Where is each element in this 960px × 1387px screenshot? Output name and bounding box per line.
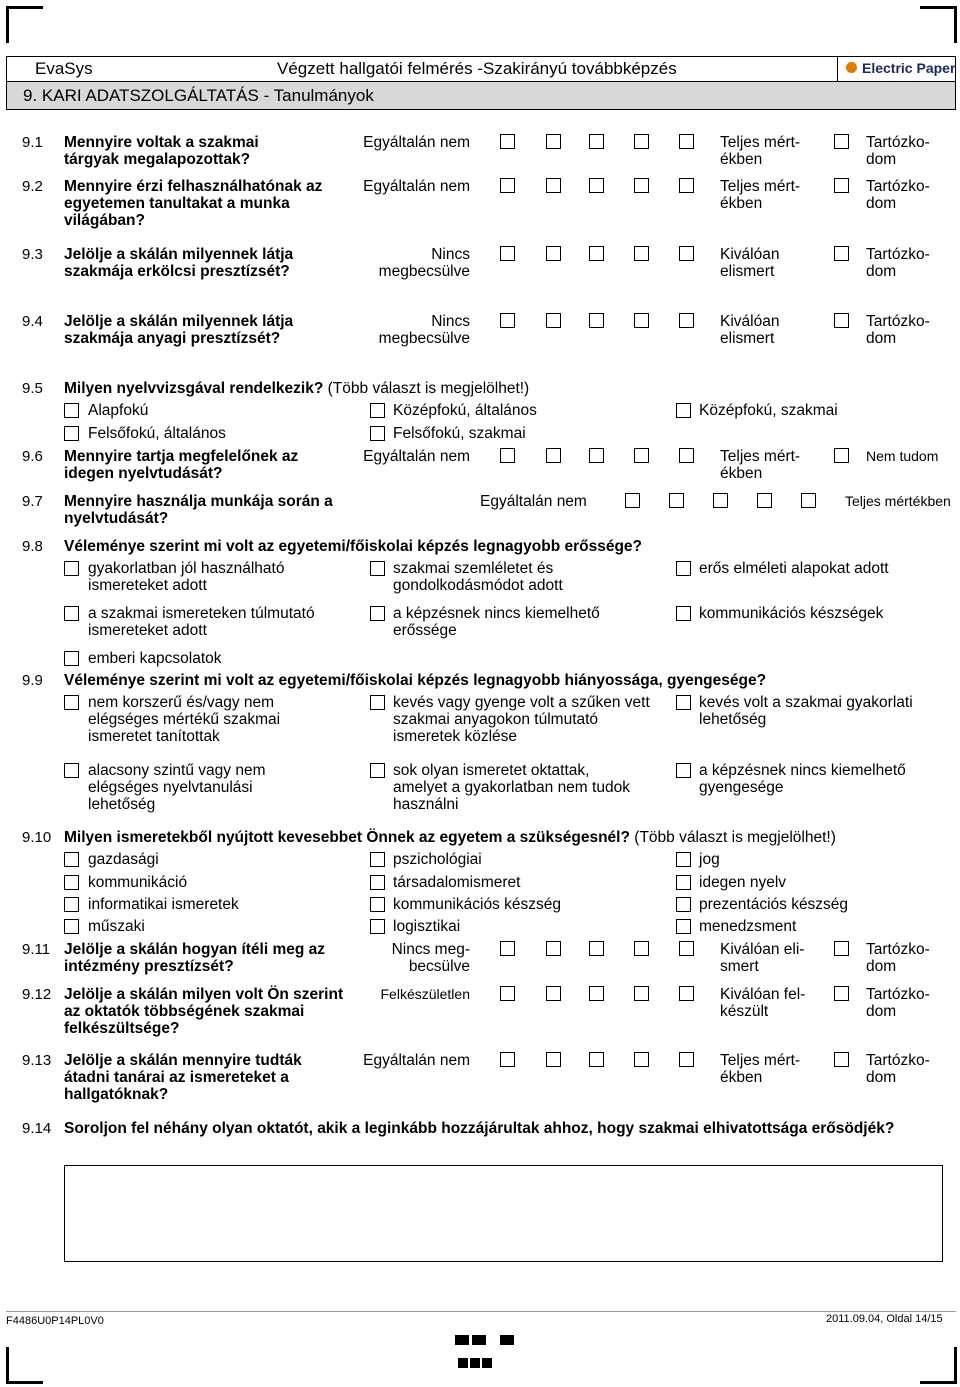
question-text: Véleménye szerint mi volt az egyetemi/főiskolai képzés legnagyobb erőssége? (64, 538, 643, 555)
scale-right-label: Teljes mért-ékben (720, 134, 801, 168)
scan-mark (472, 1335, 486, 1345)
na-label: Nem tudom (866, 448, 939, 464)
scale-box-1[interactable] (500, 448, 515, 463)
scale-box-3[interactable] (589, 986, 604, 1001)
header-left: EvaSys (35, 59, 93, 78)
question-number: 9.2 (22, 178, 43, 195)
scale-box-3[interactable] (589, 1052, 604, 1067)
scale-right-label: Teljes mért-ékben (720, 1052, 801, 1086)
option-checkbox[interactable] (370, 763, 385, 778)
question-number: 9.13 (22, 1052, 52, 1069)
scale-box-5[interactable] (679, 178, 694, 193)
scale-box-4[interactable] (634, 448, 649, 463)
option-label: idegen nyelv (699, 874, 787, 891)
question-text: Mennyire tartja megfelelőnek az idegen nyelvtudását? (64, 448, 299, 482)
option-label: informatikai ismeretek (88, 896, 239, 913)
na-label: Tartózko-dom (866, 134, 930, 168)
option-checkbox[interactable] (64, 897, 79, 912)
scale-box-3[interactable] (589, 178, 604, 193)
option-label: Középfokú, általános (393, 402, 537, 419)
option-checkbox[interactable] (370, 426, 385, 441)
na-label: Tartózko-dom (866, 986, 930, 1020)
scale-box-2[interactable] (546, 986, 561, 1001)
option-checkbox[interactable] (64, 852, 79, 867)
option-checkbox[interactable] (370, 875, 385, 890)
option-checkbox[interactable] (64, 426, 79, 441)
scale-box-1[interactable] (625, 493, 640, 508)
scale-box-3[interactable] (589, 134, 604, 149)
option-label: nem korszerű és/vagy nem elégséges mértékű szakmai ismeretet tanítottak (88, 694, 281, 745)
scale-box-3[interactable] (589, 246, 604, 261)
scale-right-label: Teljes mért-ékben (720, 448, 801, 482)
scale-box-5[interactable] (679, 941, 694, 956)
option-checkbox[interactable] (676, 919, 691, 934)
form-header (6, 56, 956, 82)
scale-left-label: Egyáltalán nem (480, 493, 587, 510)
scale-box-5[interactable] (679, 448, 694, 463)
option-label: gazdasági (88, 851, 159, 868)
scale-left-label: Egyáltalán nem (363, 448, 470, 465)
na-label: Tartózko-dom (866, 941, 930, 975)
scale-left-label: Felkészületlen (380, 986, 470, 1002)
scale-box-5[interactable] (679, 986, 694, 1001)
scan-mark (458, 1358, 468, 1368)
na-label: Tartózko-dom (866, 246, 930, 280)
scale-box-4[interactable] (634, 941, 649, 956)
na-label: Tartózko-dom (866, 1052, 930, 1086)
option-label: kommunikációs készségek (699, 605, 884, 622)
option-checkbox[interactable] (676, 763, 691, 778)
scale-left-label: Egyáltalán nem (363, 178, 470, 195)
scale-right-label: Kiválóan elismert (720, 313, 780, 347)
question-number: 9.8 (22, 538, 43, 555)
option-label: műszaki (88, 918, 145, 935)
option-checkbox[interactable] (64, 695, 79, 710)
na-box[interactable] (834, 313, 849, 328)
option-label: szakmai szemléletet és gondolkodásmódot adott (393, 560, 563, 594)
scan-mark (500, 1335, 514, 1345)
option-checkbox[interactable] (64, 875, 79, 890)
option-checkbox[interactable] (370, 606, 385, 621)
scale-box-2[interactable] (546, 313, 561, 328)
option-label: sok olyan ismeretet oktattak, amelyet a gyakorlatban nem tudok használni (393, 762, 630, 813)
question-main-text: Milyen ismeretekből nyújtott kevesebbet Önnek az egyetem a szükségesnél? (64, 829, 630, 846)
question-number: 9.6 (22, 448, 43, 465)
scale-box-5[interactable] (679, 313, 694, 328)
option-label: kevés volt a szakmai gyakorlati lehetőség (699, 694, 913, 728)
question-number: 9.9 (22, 672, 43, 689)
scale-box-2[interactable] (669, 493, 684, 508)
question-text: Mennyire használja munkája során a nyelvtudását? (64, 493, 333, 527)
option-label: Felsőfokú, szakmai (393, 425, 526, 442)
option-label: társadalomismeret (393, 874, 521, 891)
question-note: (Több választ is megjelölhet!) (634, 829, 836, 846)
na-box[interactable] (834, 134, 849, 149)
scale-box-2[interactable] (546, 134, 561, 149)
question-number: 9.4 (22, 313, 43, 330)
electric-paper-logo (837, 57, 956, 81)
option-checkbox[interactable] (676, 852, 691, 867)
question-text: Jelölje a skálán milyennek látja szakmája anyagi presztízsét? (64, 313, 294, 347)
option-checkbox[interactable] (370, 403, 385, 418)
option-label: gyakorlatban jól használható ismereteket adott (88, 560, 285, 594)
scan-mark (470, 1358, 480, 1368)
scale-box-5[interactable] (679, 134, 694, 149)
question-number: 9.12 (22, 986, 52, 1003)
question-text: Mennyire voltak a szakmai tárgyak megalapozottak? (64, 134, 259, 168)
scale-box-4[interactable] (757, 493, 772, 508)
option-label: erős elméleti alapokat adott (699, 560, 889, 577)
option-label: menedzsment (699, 918, 797, 935)
option-checkbox[interactable] (676, 897, 691, 912)
na-box[interactable] (834, 986, 849, 1001)
corner-mark-bottom-right (920, 1347, 957, 1384)
question-number: 9.3 (22, 246, 43, 263)
scan-mark (455, 1335, 469, 1345)
option-label: a képzésnek nincs kiemelhető gyengesége (699, 762, 906, 796)
scale-box-1[interactable] (500, 313, 515, 328)
scale-box-4[interactable] (634, 178, 649, 193)
scale-box-3[interactable] (589, 448, 604, 463)
scale-box-2[interactable] (546, 448, 561, 463)
option-label: kommunikációs készség (393, 896, 561, 913)
question-text: Mennyire érzi felhasználhatónak az egyetemen tanultakat a munka világában? (64, 178, 323, 229)
scale-box-4[interactable] (634, 313, 649, 328)
scale-box-2[interactable] (546, 1052, 561, 1067)
na-box[interactable] (834, 178, 849, 193)
footer-rule (6, 1311, 956, 1312)
section-title: 9. KARI ADATSZOLGÁLTATÁS - Tanulmányok (23, 86, 374, 105)
scale-box-5[interactable] (679, 1052, 694, 1067)
question-number: 9.10 (22, 829, 52, 846)
scale-box-3[interactable] (713, 493, 728, 508)
option-label: Alapfokú (88, 402, 149, 419)
scale-box-1[interactable] (500, 178, 515, 193)
question-text (64, 829, 954, 846)
option-checkbox[interactable] (64, 919, 79, 934)
scale-box-4[interactable] (634, 986, 649, 1001)
scale-left-label: Nincs megbecsülve (378, 246, 470, 280)
na-box[interactable] (834, 246, 849, 261)
question-number: 9.7 (22, 493, 43, 510)
scale-box-1[interactable] (500, 1052, 515, 1067)
scale-left-label: Egyáltalán nem (363, 1052, 470, 1069)
scale-right-label: Kiválóan eli-smert (720, 941, 805, 975)
question-text: Jelölje a skálán mennyire tudták átadni tanárai az ismereteket a hallgatóknak? (64, 1052, 302, 1103)
option-label: Felsőfokú, általános (88, 425, 226, 442)
question-number: 9.11 (22, 941, 51, 958)
option-label: a képzésnek nincs kiemelhető erőssége (393, 605, 600, 639)
scale-left-label: Egyáltalán nem (363, 134, 470, 151)
option-checkbox[interactable] (370, 852, 385, 867)
option-label: kommunikáció (88, 874, 188, 891)
scale-box-3[interactable] (589, 941, 604, 956)
na-label: Tartózko-dom (866, 178, 930, 212)
option-label: pszichológiai (393, 851, 482, 868)
question-text: Soroljon fel néhány olyan oktatót, akik a leginkább hozzájárultak ahhoz, hogy szakmai elhivatottsága erősödjék? (64, 1120, 895, 1137)
option-checkbox[interactable] (676, 606, 691, 621)
scale-box-1[interactable] (500, 246, 515, 261)
na-box[interactable] (834, 1052, 849, 1067)
header-title: Végzett hallgatói felmérés -Szakirányú továbbképzés (277, 59, 677, 78)
scale-box-2[interactable] (546, 178, 561, 193)
logo-text: Electric Paper (862, 60, 956, 76)
option-checkbox[interactable] (370, 695, 385, 710)
corner-mark-top-right (920, 6, 957, 43)
option-checkbox[interactable] (64, 651, 79, 666)
option-checkbox[interactable] (370, 561, 385, 576)
scale-box-4[interactable] (634, 134, 649, 149)
scale-left-label: Nincs meg-becsülve (391, 941, 470, 975)
scale-box-2[interactable] (546, 941, 561, 956)
option-label: kevés vagy gyenge volt a szűken vett szakmai anyagokon túlmutató ismeretek közlése (393, 694, 650, 745)
scale-right-label: Kiválóan elismert (720, 246, 780, 280)
date-page: 2011.09.04, Oldal 14/15 (826, 1313, 943, 1325)
question-number: 9.14 (22, 1120, 52, 1137)
logo-mark-icon (846, 62, 857, 73)
question-text: Véleménye szerint mi volt az egyetemi/főiskolai képzés legnagyobb hiányossága, gyengesége? (64, 672, 767, 689)
question-number: 9.5 (22, 380, 43, 397)
form-code: F4486U0P14PL0V0 (6, 1315, 104, 1327)
question-note: (Több választ is megjelölhet!) (327, 380, 530, 397)
option-checkbox[interactable] (676, 561, 691, 576)
question-number: 9.1 (22, 134, 43, 151)
question-main-text: Milyen nyelvvizsgával rendelkezik? (64, 380, 324, 397)
na-label: Tartózko-dom (866, 313, 930, 347)
scale-right-label: Teljes mért-ékben (720, 178, 801, 212)
scale-box-5[interactable] (679, 246, 694, 261)
scale-box-1[interactable] (500, 941, 515, 956)
question-text: Jelölje a skálán hogyan ítéli meg az intézmény presztízsét? (64, 941, 326, 975)
na-box[interactable] (834, 941, 849, 956)
option-label: prezentációs készség (699, 896, 849, 913)
scale-box-4[interactable] (634, 246, 649, 261)
option-checkbox[interactable] (64, 606, 79, 621)
scale-box-4[interactable] (634, 1052, 649, 1067)
section-title-bar (6, 82, 956, 110)
corner-mark-top-left (6, 6, 43, 43)
option-checkbox[interactable] (676, 695, 691, 710)
option-checkbox[interactable] (676, 875, 691, 890)
question-text: Jelölje a skálán milyennek látja szakmája erkölcsi presztízsét? (64, 246, 294, 280)
question-text (64, 380, 944, 397)
corner-mark-bottom-left (6, 1347, 43, 1384)
scale-box-3[interactable] (589, 313, 604, 328)
scale-right-label: Kiválóan fel-készült (720, 986, 806, 1020)
scale-box-1[interactable] (500, 986, 515, 1001)
option-label: Középfokú, szakmai (699, 402, 838, 419)
na-box[interactable] (834, 448, 849, 463)
option-label: alacsony szintű vagy nem elégséges nyelvtanulási lehetőség (88, 762, 266, 813)
question-text: Jelölje a skálán milyen volt Ön szerint az oktatók többségének szakmai felkészültsége? (64, 986, 344, 1037)
option-checkbox[interactable] (676, 403, 691, 418)
scan-mark (482, 1358, 492, 1368)
option-checkbox[interactable] (64, 561, 79, 576)
scale-box-1[interactable] (500, 134, 515, 149)
scale-right-label: Teljes mértékben (845, 493, 951, 509)
scale-box-2[interactable] (546, 246, 561, 261)
free-text-answer-box[interactable] (64, 1165, 943, 1262)
option-checkbox[interactable] (64, 763, 79, 778)
option-checkbox[interactable] (370, 897, 385, 912)
option-checkbox[interactable] (370, 919, 385, 934)
option-label: emberi kapcsolatok (88, 650, 222, 667)
option-label: a szakmai ismereteken túlmutató ismereteket adott (88, 605, 315, 639)
option-checkbox[interactable] (64, 403, 79, 418)
scale-left-label: Nincs megbecsülve (378, 313, 470, 347)
option-label: logisztikai (393, 918, 461, 935)
option-label: jog (699, 851, 720, 868)
scale-box-5[interactable] (801, 493, 816, 508)
